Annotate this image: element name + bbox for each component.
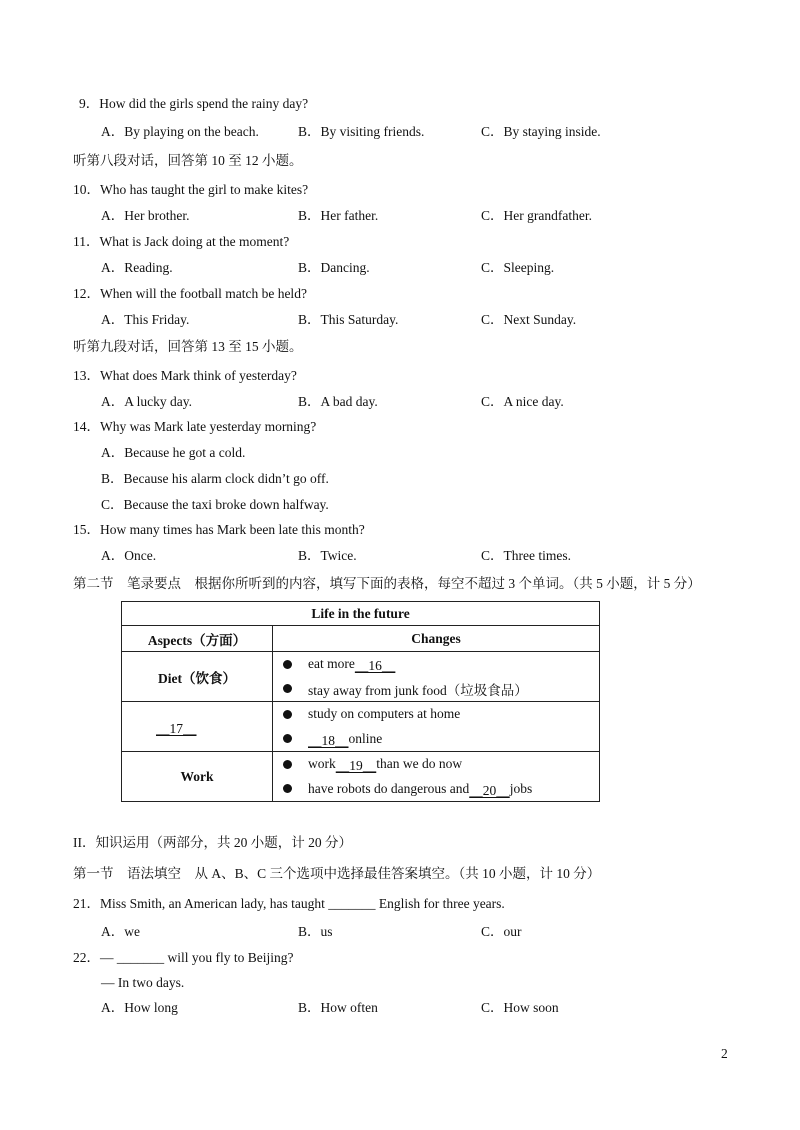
aspect-work: Work [122, 752, 273, 802]
table-header-changes: Changes [273, 626, 600, 652]
question-12-option-b: B．This Saturday. [298, 312, 399, 327]
table-row-17 [122, 702, 600, 752]
question-10-option-c: C．Her grandfather. [481, 208, 592, 223]
question-22-option-c: C．How soon [481, 1000, 559, 1015]
question-10-stem: 10．Who has taught the girl to make kites? [73, 182, 309, 197]
part-2-heading: 第二节 笔录要点 根据你所听到的内容，填写下面的表格，每空不超过 3 个单词。（共 5 小题，计 5 分） [73, 576, 701, 591]
table-row-diet [122, 652, 600, 702]
bullet-item: work ＿19＿ than we do now [281, 752, 591, 777]
question-14-stem: 14．Why was Mark late yesterday morning? [73, 419, 317, 434]
section-9-instruction: 听第九段对话，回答第 13 至 15 小题。 [73, 339, 303, 354]
page-number: 2 [721, 1046, 728, 1061]
blank-16: ＿16＿ [354, 658, 396, 674]
question-12-stem: 12．When will the football match be held? [73, 286, 307, 301]
question-9-option-a: A．By playing on the beach. [101, 124, 259, 139]
bullet-item: stay away from junk food（垃圾食品） [281, 677, 591, 702]
question-14-option-c: C．Because the taxi broke down halfway. [101, 497, 329, 512]
grammar-heading: 第一节 语法填空 从 A、B、C 三个选项中选择最佳答案填空。（共 10 小题，计 10 分） [73, 866, 601, 881]
question-11-stem: 11．What is Jack doing at the moment? [73, 234, 290, 249]
bullet-icon [283, 660, 292, 669]
question-13-stem: 13．What does Mark think of yesterday? [73, 368, 297, 383]
question-13-option-c: C．A nice day. [481, 394, 564, 409]
question-10-option-a: A．Her brother. [101, 208, 190, 223]
blank-19: ＿19＿ [335, 758, 377, 774]
blank-20: ＿20＿ [469, 782, 510, 798]
question-13-option-a: A．A lucky day. [101, 394, 192, 409]
question-11-option-c: C．Sleeping. [481, 260, 555, 275]
question-21-option-a: A．we [101, 924, 140, 939]
question-14-option-b: B．Because his alarm clock didn’t go off. [101, 471, 329, 486]
question-11-option-a: A．Reading. [101, 260, 173, 275]
bullet-icon [283, 710, 292, 719]
bullet-item: eat more ＿16＿ [281, 652, 591, 677]
question-10-option-b: B．Her father. [298, 208, 379, 223]
question-22-option-b: B．How often [298, 1000, 378, 1015]
question-13-option-b: B．A bad day. [298, 394, 378, 409]
question-12-option-c: C．Next Sunday. [481, 312, 577, 327]
table-header-aspects: Aspects（方面） [122, 626, 273, 652]
question-15-option-a: A．Once. [101, 548, 157, 563]
question-12-option-a: A．This Friday. [101, 312, 190, 327]
question-9-option-b: B．By visiting friends. [298, 124, 425, 139]
question-22-reply: — In two days. [101, 975, 185, 990]
bullet-item: have robots do dangerous and ＿20＿ jobs [281, 777, 591, 802]
question-15-stem: 15．How many times has Mark been late this month? [73, 522, 365, 537]
table-row-work [122, 752, 600, 802]
changes-diet [273, 652, 600, 702]
question-21-option-b: B．us [298, 924, 333, 939]
question-14-option-a: A．Because he got a cold. [101, 445, 246, 460]
bullet-item: study on computers at home [281, 702, 591, 727]
aspect-blank-17: ＿17＿ [122, 702, 273, 752]
changes-17 [273, 702, 600, 752]
blank-18: ＿18＿ [308, 732, 349, 748]
question-21-option-c: C．our [481, 924, 522, 939]
question-9-stem: 9．How did the girls spend the rainy day? [79, 96, 309, 111]
question-15-option-b: B．Twice. [298, 548, 357, 563]
bullet-icon [283, 760, 292, 769]
question-21-stem: 21．Miss Smith, an American lady, has taught _______ English for three years. [73, 896, 505, 911]
bullet-item: ＿18＿ online [281, 727, 591, 752]
bullet-icon [283, 784, 292, 793]
question-22-stem: 22．— _______ will you fly to Beijing? [73, 950, 294, 965]
question-15-option-c: C．Three times. [481, 548, 571, 563]
section-8-instruction: 听第八段对话，回答第 10 至 12 小题。 [73, 153, 303, 168]
section-2-title: II．知识运用（两部分，共 20 小题，计 20 分） [73, 835, 352, 850]
question-9-option-c: C．By staying inside. [481, 124, 601, 139]
bullet-icon [283, 684, 292, 693]
question-11-option-b: B．Dancing. [298, 260, 370, 275]
bullet-icon [283, 734, 292, 743]
changes-work [273, 752, 600, 802]
aspect-diet: Diet（饮食） [122, 652, 273, 702]
table-title: Life in the future [122, 602, 600, 626]
question-22-option-a: A．How long [101, 1000, 178, 1015]
life-in-future-table [121, 601, 600, 802]
